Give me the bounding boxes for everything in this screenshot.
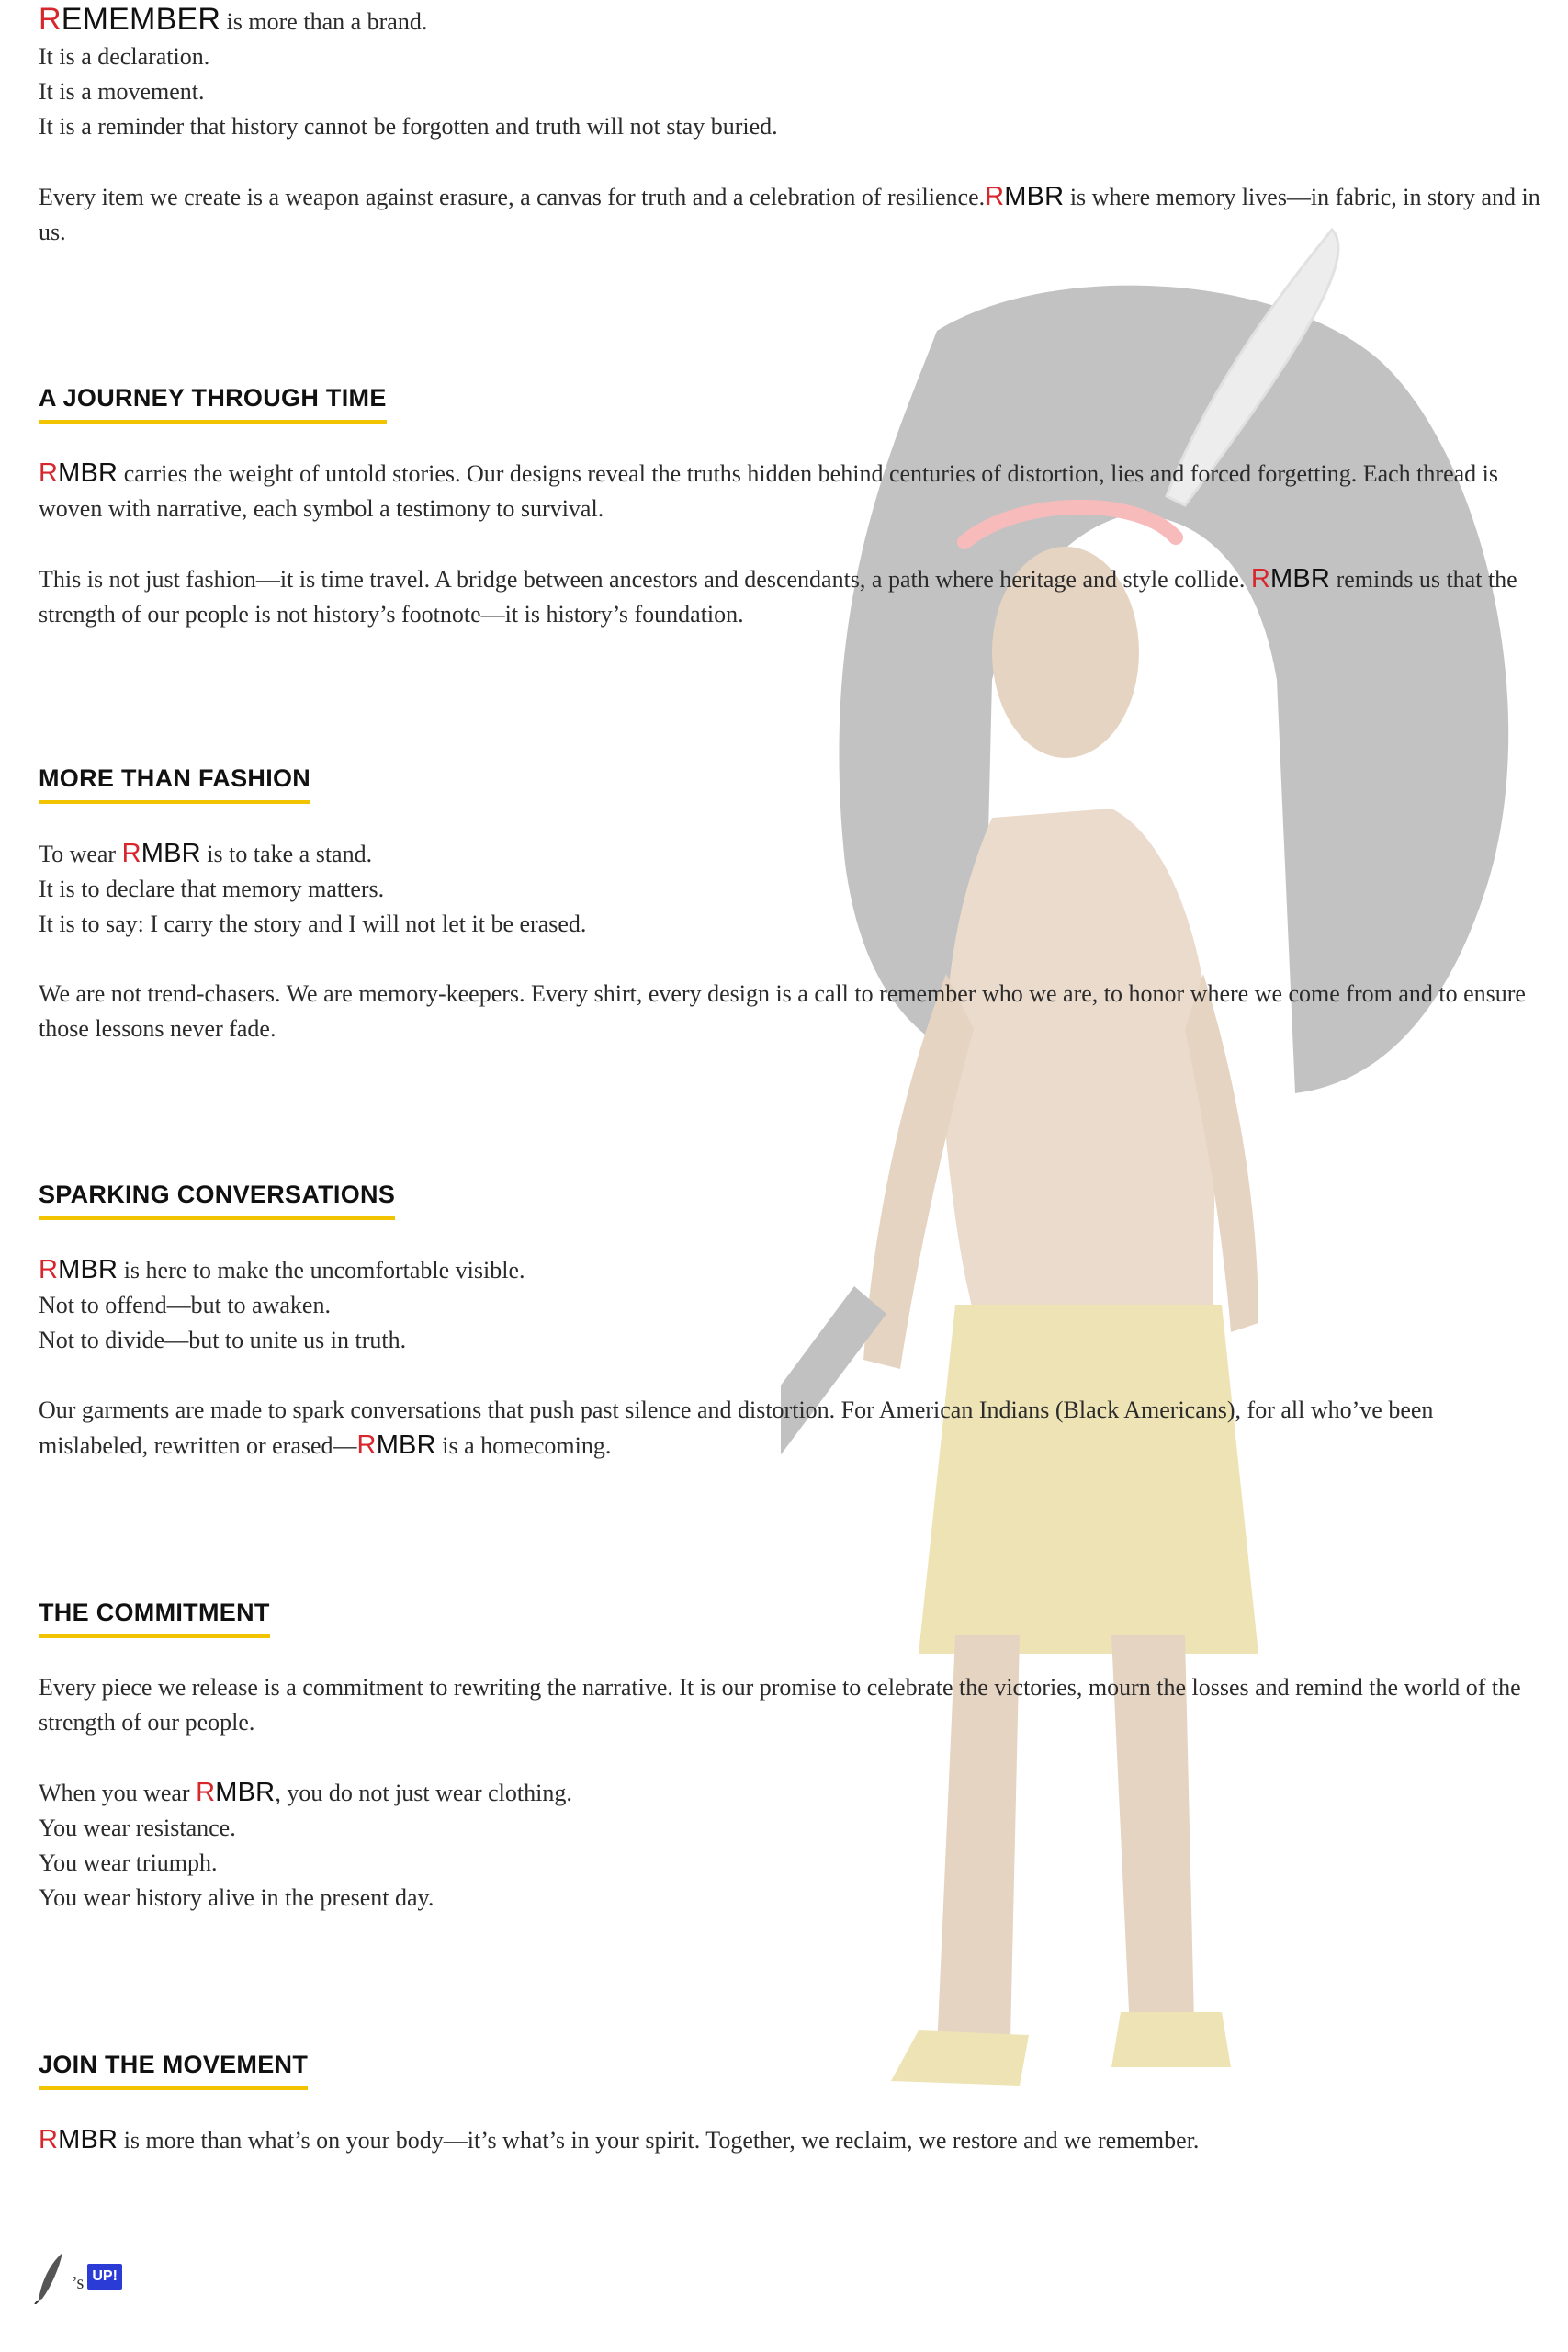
fashion-paragraph-2: We are not trend-chasers. We are memory-keepers. Every shirt, every design is a call to remember who we are, to honor where we come from and to ensure those lessons never fade. [39, 980, 1526, 1042]
conversations-line-3: Not to divide—but to unite us in truth. [39, 1327, 407, 1353]
commitment-line-3: You wear triumph. [39, 1849, 218, 1876]
heading-join-movement: JOIN THE MOVEMENT [39, 2051, 308, 2090]
rmbr-wordmark: RMBR [1250, 564, 1331, 594]
intro-line-4: It is a reminder that history cannot be forgotten and truth will not stay buried. [39, 113, 778, 140]
commitment-line-4: You wear history alive in the present day. [39, 1884, 434, 1911]
heading-sparking-conversations: SPARKING CONVERSATIONS [39, 1181, 395, 1220]
intro-line-1: REMEMBER is more than a brand. [39, 2, 428, 37]
join-block [39, 2122, 1545, 2158]
fashion-line-2: It is to declare that memory matters. [39, 876, 385, 902]
journey-paragraph-1: RMBR carries the weight of untold stories. Our designs reveal the truths hidden behind centuries of distortion, lies and forced forgetting. Each thread is woven with narrative, each symbol a testimony to survival. [39, 458, 1498, 522]
fashion-line-1: To wear RMBR is to take a stand. [39, 839, 373, 868]
conversations-block [39, 1252, 1545, 1464]
intro-line-2: It is a declaration. [39, 43, 210, 70]
feather-icon [31, 2249, 68, 2304]
fashion-block [39, 836, 1545, 1046]
intro-block [39, 2, 1545, 250]
commitment-line-2: You wear resistance. [39, 1815, 236, 1841]
conversations-line-2: Not to offend—but to awaken. [39, 1292, 331, 1318]
rmbr-wordmark: RMBR [196, 1778, 276, 1807]
conversations-paragraph-2: Our garments are made to spark conversations that push past silence and distortion. For American Indians (Black Americans), for all who’ve been mislabeled, rewritten or erased—RMBR is a homecoming. [39, 1396, 1434, 1460]
rmbr-wordmark: RMBR [39, 1255, 118, 1284]
intro-paragraph-2: Every item we create is a weapon against erasure, a canvas for truth and a celebration of resilience.RMBR is where memory lives—in fabric, in story and in us. [39, 182, 1540, 245]
commitment-block [39, 1670, 1545, 1916]
footer-s-text: ’s [72, 2272, 85, 2293]
heading-journey: A JOURNEY THROUGH TIME [39, 384, 387, 424]
remember-wordmark: REMEMBER [39, 2, 221, 37]
conversations-line-1: RMBR is here to make the uncomfortable visible. [39, 1255, 525, 1284]
journey-paragraph-2: This is not just fashion—it is time travel. A bridge between ancestors and descendants, a path where heritage and style collide. RMBR reminds us that the strength of our people is not history’s footnote—it is history’s foundation. [39, 564, 1517, 628]
heading-commitment: THE COMMITMENT [39, 1599, 270, 1638]
journey-block [39, 456, 1545, 632]
rmbr-wordmark: RMBR [121, 839, 201, 868]
heading-more-than-fashion: MORE THAN FASHION [39, 764, 310, 804]
rmbr-wordmark: RMBR [39, 2125, 118, 2154]
fashion-line-3: It is to say: I carry the story and I will not let it be erased. [39, 910, 587, 937]
rmbr-wordmark: RMBR [356, 1430, 436, 1460]
rmbr-wordmark: RMBR [39, 458, 118, 488]
commitment-paragraph-1: Every piece we release is a commitment to rewriting the narrative. It is our promise to celebrate the victories, mourn the losses and remind the world of the strength of our people. [39, 1674, 1521, 1736]
up-badge-logo[interactable]: UP! [87, 2264, 122, 2290]
commitment-line-1: When you wear RMBR, you do not just wear clothing. [39, 1778, 572, 1807]
join-paragraph-1: RMBR is more than what’s on your body—it’s what’s in your spirit. Together, we reclaim, we restore and we remember. [39, 2125, 1200, 2154]
intro-line-3: It is a movement. [39, 78, 205, 105]
rmbr-wordmark: RMBR [985, 182, 1065, 211]
footer-logos [31, 2249, 122, 2304]
